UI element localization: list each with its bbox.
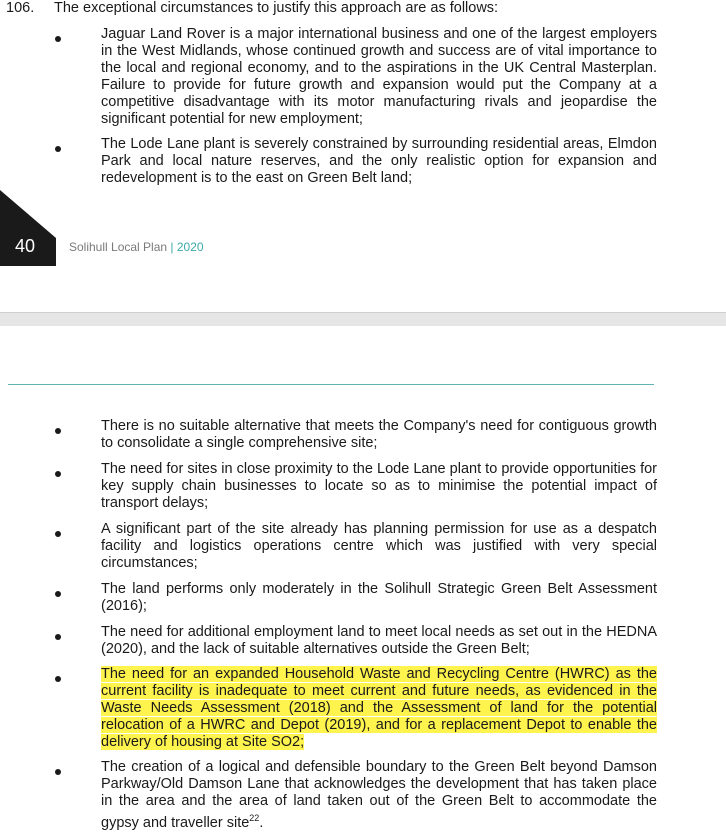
footer-year: 2020	[176, 240, 204, 254]
bullet-icon	[55, 769, 61, 775]
bullet-icon	[55, 428, 61, 434]
bullet-icon	[55, 471, 61, 477]
page-footer	[69, 240, 204, 254]
page-break	[0, 312, 726, 327]
page-41	[0, 326, 726, 831]
footnote-reference[interactable]: 22	[249, 813, 260, 823]
bullet-icon	[55, 634, 61, 640]
bullet-icon	[55, 146, 61, 152]
paragraph-number: 106.	[6, 0, 35, 16]
bullet-icon	[55, 531, 61, 537]
bullet-text	[101, 759, 657, 832]
header-rule	[8, 384, 654, 385]
paragraph-intro: The exceptional circumstances to justify this approach are as follows:	[54, 0, 499, 16]
bullet-text: The land performs only moderately in the Solihull Strategic Green Belt Assessment (2016);	[101, 581, 657, 614]
bullet-text-body: The creation of a logical and defensible boundary to the Green Belt beyond Damson Parkway/Old Damson Lane that acknowledges the development that has taken place in the area and the area of land taken out of the Green Belt to accommodate the gypsy and traveller site	[101, 759, 657, 831]
page-number: 40	[15, 236, 36, 256]
bullet-text-end: .	[259, 814, 264, 831]
bullet-text: The need for additional employment land to meet local needs as set out in the HEDNA (2020), and the lack of suitable alternatives outside the Green Belt;	[101, 624, 657, 657]
bullet-text: A significant part of the site already has planning permission for use as a despatch facility and logistics operations centre which was justified with very special circumstances;	[101, 521, 657, 571]
bullet-text-highlighted	[101, 666, 657, 751]
page-40	[0, 0, 726, 312]
bullet-icon	[55, 591, 61, 597]
bullet-text: There is no suitable alternative that meets the Company's need for contiguous growth to consolidate a single comprehensive site;	[101, 418, 657, 451]
bullet-icon	[55, 36, 61, 42]
bullet-text: Jaguar Land Rover is a major international business and one of the largest employers in the West Midlands, whose continued growth and success are of vital importance to the local and regional economy, and to the aspirations in the UK Central Masterplan. Failure to provide for future growth and expansion would put the Company at a competitive disadvantage with its motor manufacturing rivals and jeopardise the significant potential for new employment;	[101, 26, 657, 127]
footer-title: Solihull Local Plan	[69, 240, 168, 254]
footer-separator: |	[170, 240, 174, 254]
highlighted-text: The need for an expanded Household Waste and Recycling Centre (HWRC) as the current facility is inadequate to meet current and future needs, as evidenced in the Waste Needs Assessment (2018) and the Assessment of land for the potential relocation of a HWRC and Depot (2019), and for a replacement Depot to enable the delivery of housing at Site SO2;	[101, 666, 657, 750]
bullet-text: The need for sites in close proximity to the Lode Lane plant to provide opportunities for key supply chain businesses to locate so as to minimise the potential impact of transport delays;	[101, 461, 657, 511]
bullet-text: The Lode Lane plant is severely constrained by surrounding residential areas, Elmdon Park and local nature reserves, and the only realistic option for expansion and redevelopment is to the east on Green Belt land;	[101, 136, 657, 186]
bullet-icon	[55, 676, 61, 682]
